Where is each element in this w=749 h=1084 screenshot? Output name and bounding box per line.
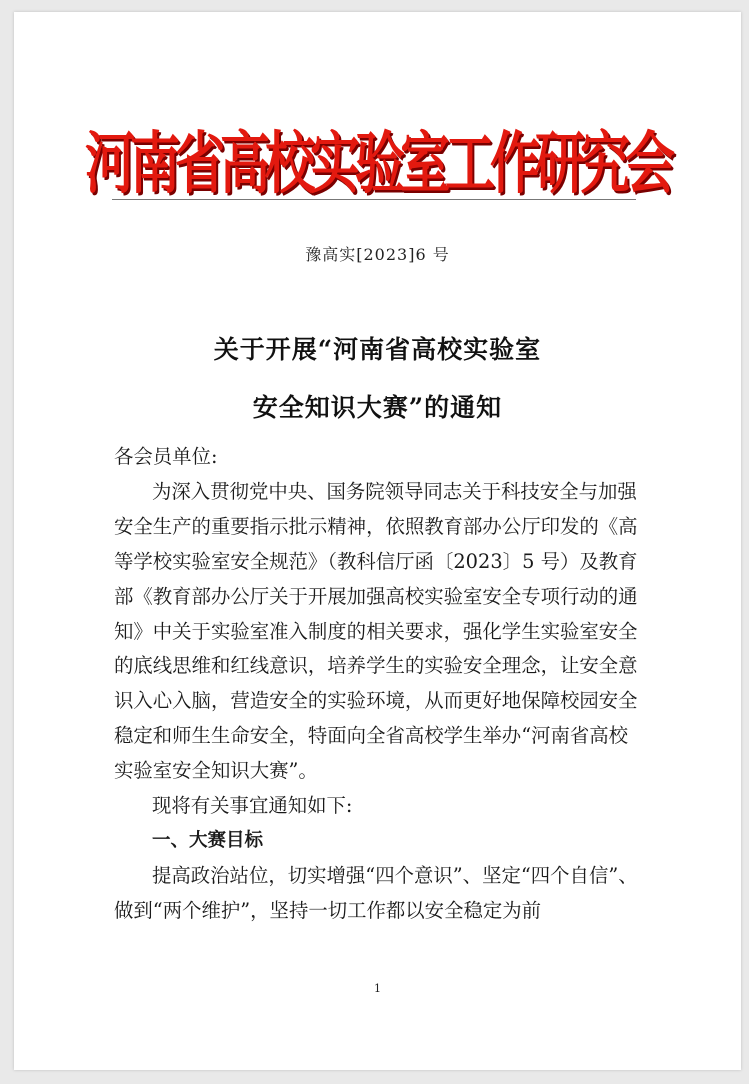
document-number: 豫高实[2023]6 号	[305, 245, 450, 264]
paragraph-intro: 为深入贯彻党中央、国务院领导同志关于科技安全与加强安全生产的重要指示批示精神，依照教育部办公厅印发的《高等学校实验室安全规范》（教科信厅函〔2023〕5 号）及教育部《教育部办公厅关于开展加强高校实验室安全专项行动的通知》中关于实验室准入制度的相关要求，强化学生实验室安全的底线思维和红线意识，培养学生的实验安全理念，让安全意识入心入脑，营造安全的实验环境，从而更好地保障校园安全稳定和师生生命安全，特面向全省高校学生举办“河南省高校实验室安全知识大赛”。	[114, 479, 638, 783]
paragraph-notice: 现将有关事宜通知如下:	[152, 794, 353, 818]
document-page	[14, 12, 741, 1070]
organization-header: 河南省高校实验室工作研究会	[85, 124, 670, 203]
page-number: 1	[374, 982, 381, 995]
salutation: 各会员单位:	[114, 445, 218, 468]
section-heading-goals: 一、大赛目标	[152, 829, 264, 851]
header-divider	[112, 199, 636, 200]
document-title-line-1: 关于开展“河南省高校实验室	[213, 335, 542, 364]
document-body	[114, 440, 645, 929]
paragraph-goals: 提高政治站位，切实增强“四个意识”、坚定“四个自信”、做到“两个维护”，坚持一切工作都以安全稳定为前	[114, 863, 638, 922]
document-title-line-2: 安全知识大赛”的通知	[252, 393, 503, 422]
